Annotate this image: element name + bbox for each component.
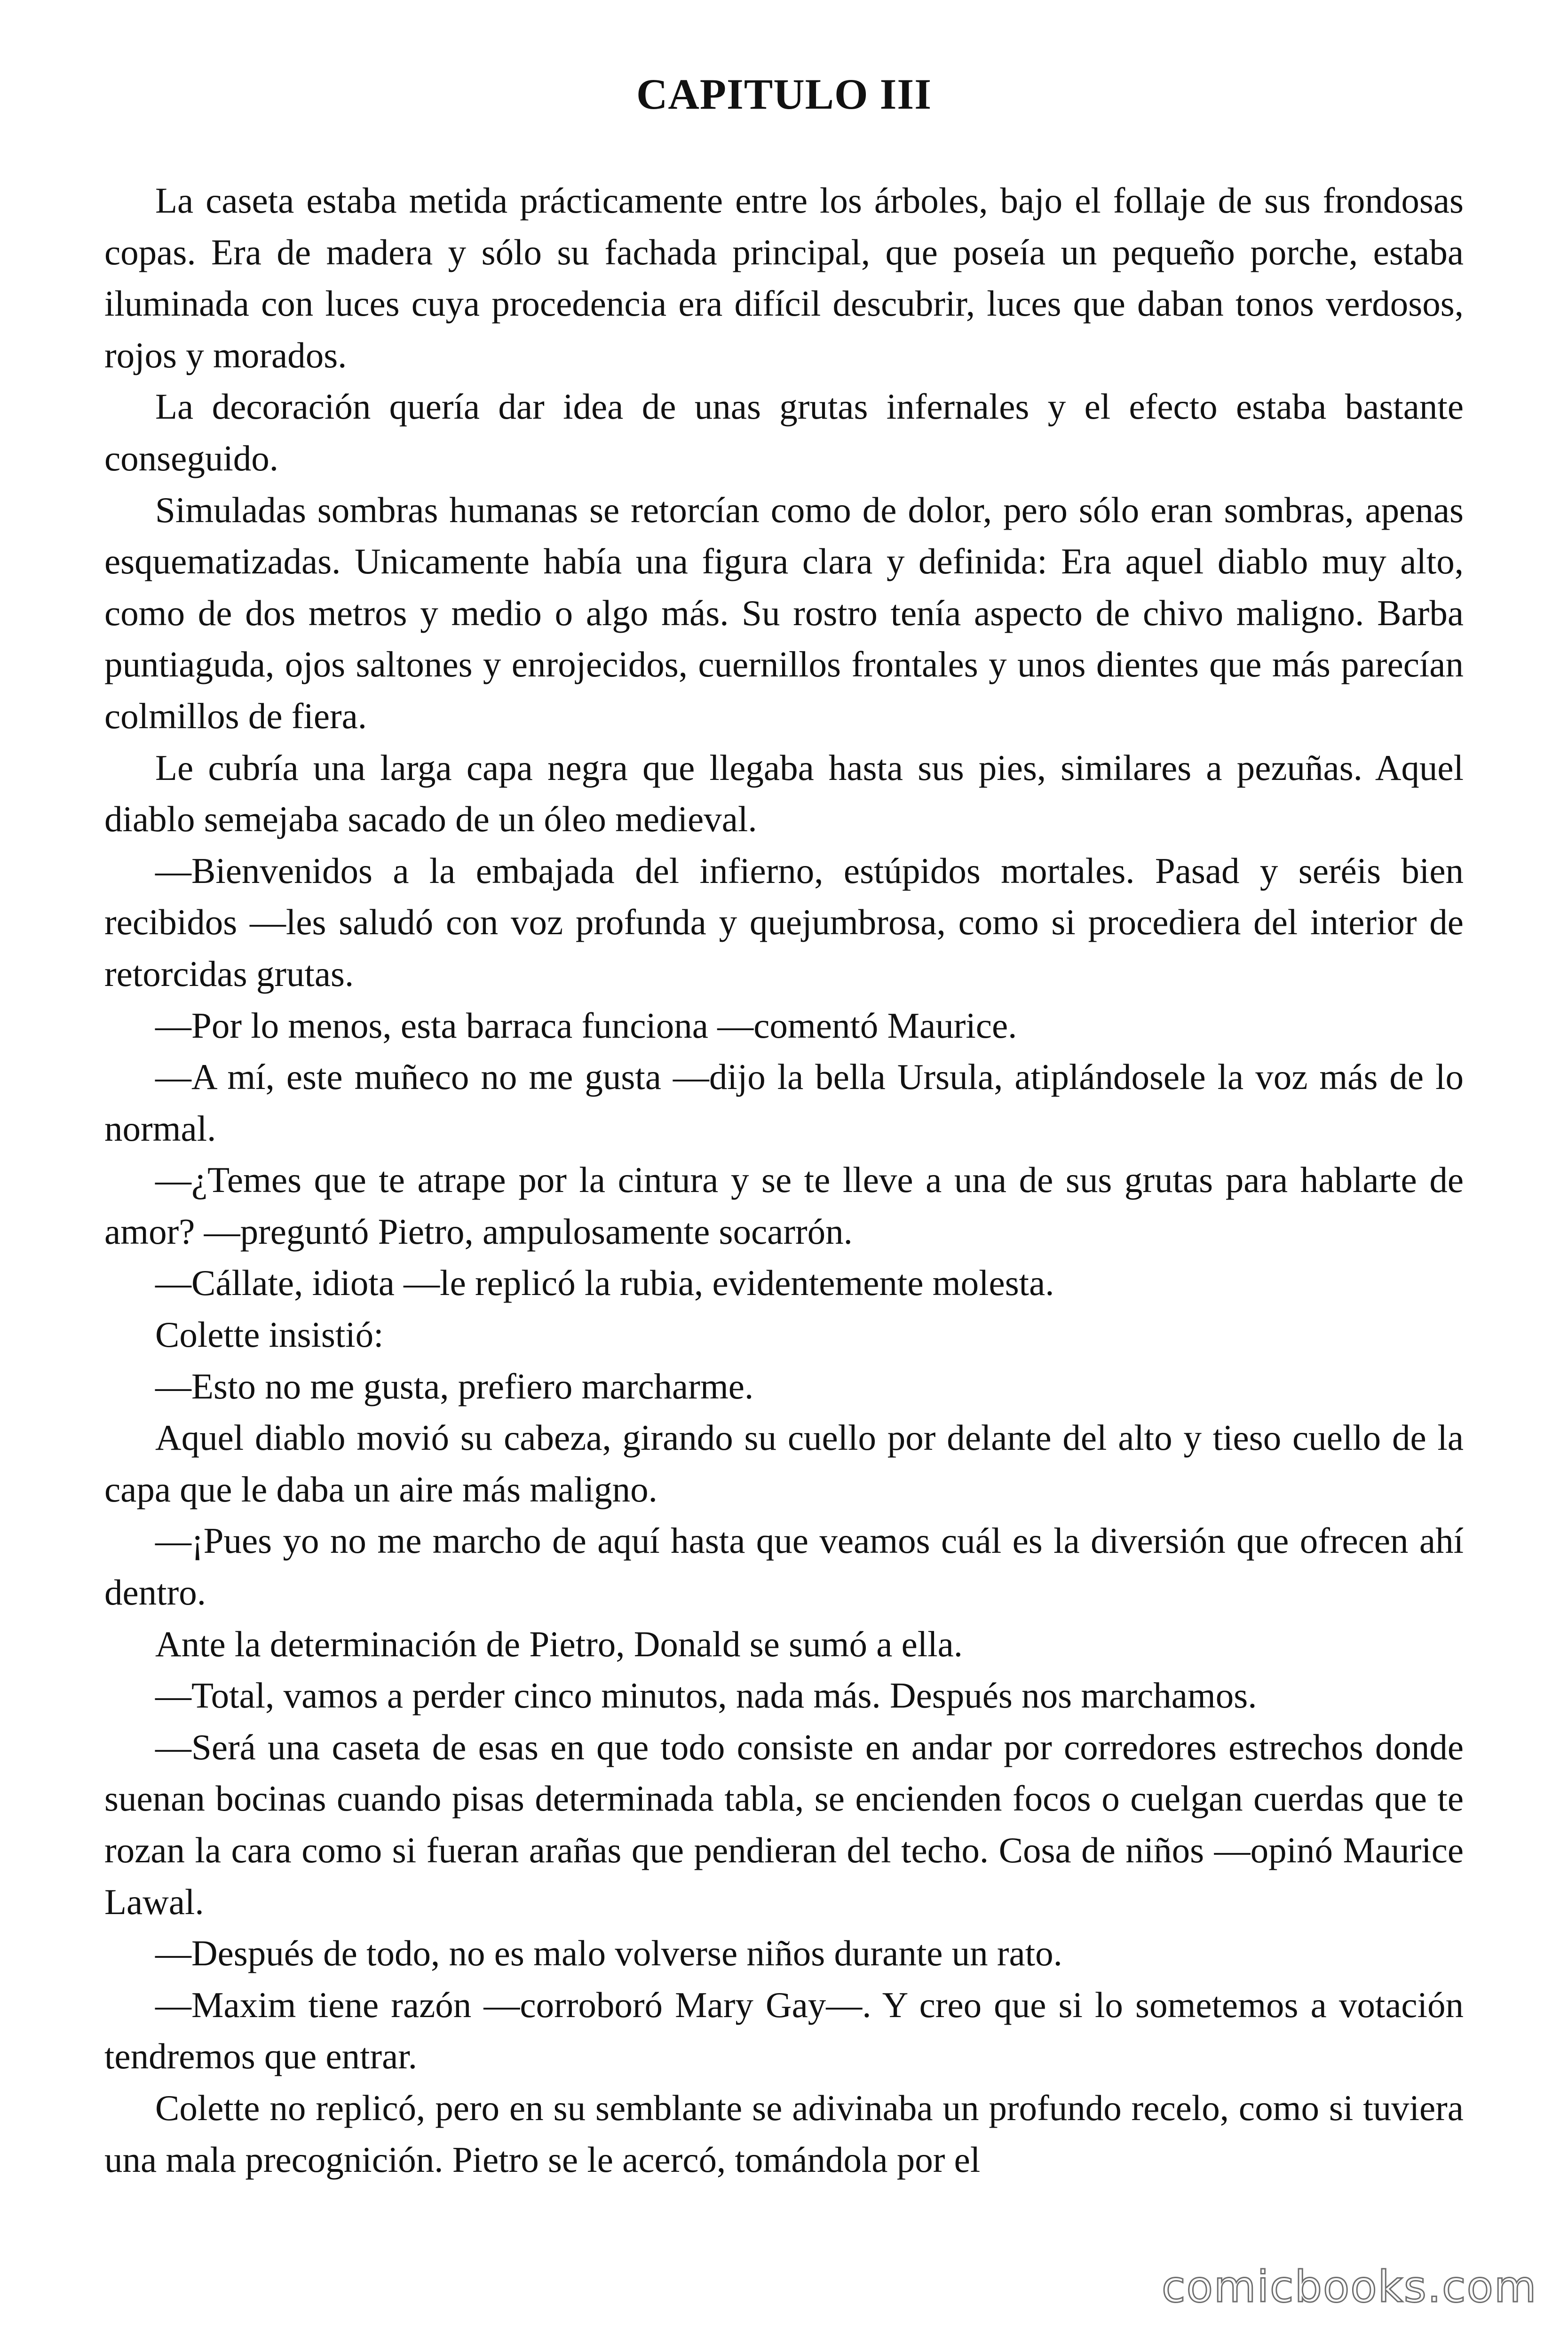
paragraph: —Total, vamos a perder cinco minutos, nada más. Después nos marchamos.: [155, 1675, 1257, 1716]
paragraph: La caseta estaba metida prácticamente entre los árboles, bajo el follaje de sus frondosas copas. Era de madera y sólo su fachada principal, que poseía un pequeño porche, estaba iluminada con luces cuya procedencia era difícil descubrir, luces que daban tonos verdosos, rojos y morados.: [104, 180, 1464, 375]
paragraph: Le cubría una larga capa negra que llegaba hasta sus pies, similares a pezuñas. Aquel diablo semejaba sacado de un óleo medieval.: [104, 747, 1464, 840]
paragraph: —Bienvenidos a la embajada del infierno, estúpidos mortales. Pasad y seréis bien recibidos —les saludó con voz profunda y quejumbrosa, como si procediera del interior de retorcidas grutas.: [104, 850, 1464, 994]
paragraph: —Será una caseta de esas en que todo consiste en andar por corredores estrechos donde suenan bocinas cuando pisas determinada tabla, se encienden focos o cuelgan cuerdas que te rozan la cara como si fueran arañas que pendieran del techo. Cosa de niños —opinó Maurice Lawal.: [104, 1726, 1464, 1922]
paragraph: —Después de todo, no es malo volverse niños durante un rato.: [155, 1933, 1062, 1974]
chapter-body: [104, 175, 1464, 2185]
paragraph: —Esto no me gusta, prefiero marcharme.: [155, 1366, 754, 1406]
chapter-title: CAPITULO III: [636, 70, 932, 118]
paragraph: —Cállate, idiota —le replicó la rubia, evidentemente molesta.: [155, 1263, 1054, 1303]
paragraph: Colette no replicó, pero en su semblante se adivinaba un profundo recelo, como si tuviera una mala precognición. Pietro se le acercó, tomándola por el: [104, 2087, 1464, 2180]
paragraph: Ante la determinación de Pietro, Donald se sumó a ella.: [155, 1623, 963, 1664]
paragraph: —A mí, este muñeco no me gusta —dijo la bella Ursula, atiplándosele la voz más de lo normal.: [104, 1057, 1464, 1149]
paragraph: —¡Pues yo no me marcho de aquí hasta que veamos cuál es la diversión que ofrecen ahí dentro.: [104, 1520, 1464, 1613]
paragraph: Colette insistió:: [155, 1314, 384, 1355]
paragraph: Simuladas sombras humanas se retorcían como de dolor, pero sólo eran sombras, apenas esquematizadas. Unicamente había una figura clara y definida: Era aquel diablo muy alto, como de dos metros y medio o algo más. Su rostro tenía aspecto de chivo maligno. Barba puntiaguda, ojos saltones y enrojecidos, cuernillos frontales y unos dientes que más parecían colmillos de fiera.: [104, 489, 1464, 736]
paragraph: —Por lo menos, esta barraca funciona —comentó Maurice.: [155, 1005, 1017, 1046]
paragraph: —¿Temes que te atrape por la cintura y se te lleve a una de sus grutas para hablarte de amor? —preguntó Pietro, ampulosamente socarrón.: [104, 1160, 1464, 1252]
paragraph: La decoración quería dar idea de unas grutas infernales y el efecto estaba bastante conseguido.: [104, 386, 1464, 478]
paragraph: —Maxim tiene razón —corroboró Mary Gay—. Y creo que si lo sometemos a votación tendremos que entrar.: [104, 1984, 1464, 2077]
watermark: comicbooks.com: [1162, 2262, 1537, 2312]
paragraph: Aquel diablo movió su cabeza, girando su cuello por delante del alto y tieso cuello de la capa que le daba un aire más maligno.: [104, 1417, 1464, 1510]
